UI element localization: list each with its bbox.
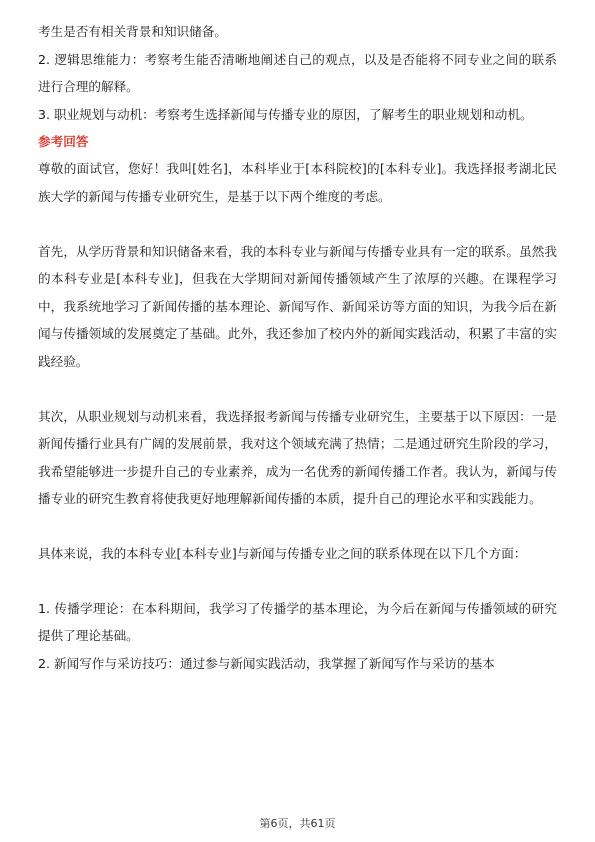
answer-heading: 参考回答 (38, 134, 89, 150)
paragraph-spacer (38, 376, 557, 403)
paragraph-spacer (38, 211, 557, 238)
connection-point-writing: 2. 新闻写作与采访技巧：通过参与新闻实践活动，我掌握了新闻写作与采访的基本 (38, 655, 495, 671)
intro-continuation: 考生是否有相关背景和知识储备。 (38, 24, 227, 39)
connection-point-theory: 1. 传播学理论：在本科期间，我学习了传播学的基本理论，为今后在新闻与传播领域的研究提供了理论基础。 (38, 600, 557, 644)
criterion-logic: 2. 逻辑思维能力：考察考生能否清晰地阐述自己的观点，以及是否能将不同专业之间的联系进行合理的解释。 (38, 51, 557, 95)
answer-paragraph-motivation: 其次，从职业规划与动机来看，我选择报考新闻与传播专业研究生，主要基于以下原因：一是新闻传播行业具有广阔的发展前景，我对这个领域充满了热情；二是通过研究生阶段的学习，我希望能够进一步提升自己的专业素养，成为一名优秀的新闻传播工作者。我认为，新闻与传播专业的研究生教育将使我更好地理解新闻传播的本质，提升自己的理论水平和实践能力。 (38, 408, 557, 507)
paragraph-spacer (38, 568, 557, 595)
answer-paragraph-connection: 具体来说，我的本科专业[本科专业]与新闻与传播专业之间的联系体现在以下几个方面： (38, 545, 527, 561)
page-number: 第6页，共61页 (259, 817, 336, 830)
answer-paragraph-intro: 尊敬的面试官，您好！我叫[姓名]，本科毕业于[本科院校]的[本科专业]。我选择报考湖北民族大学的新闻与传播专业研究生，是基于以下两个维度的考虑。 (38, 161, 557, 204)
answer-paragraph-background: 首先，从学历背景和知识储备来看，我的本科专业与新闻与传播专业具有一定的联系。虽然我的本科专业是[本科专业]，但我在大学期间对新闻传播领域产生了浓厚的兴趣。在课程学习中，我系统地学习了新闻传播的基本理论、新闻写作、新闻采访等方面的知识，为我今后在新闻与传播领域的发展奠定了基础。此外，我还参加了校内外的新闻实践活动，积累了丰富的实践经验。 (38, 243, 557, 369)
document-body (38, 18, 557, 677)
criterion-career: 3. 职业规划与动机：考察考生选择新闻与传播专业的原因，了解考生的职业规划和动机。 (38, 106, 533, 122)
paragraph-spacer (38, 513, 557, 540)
